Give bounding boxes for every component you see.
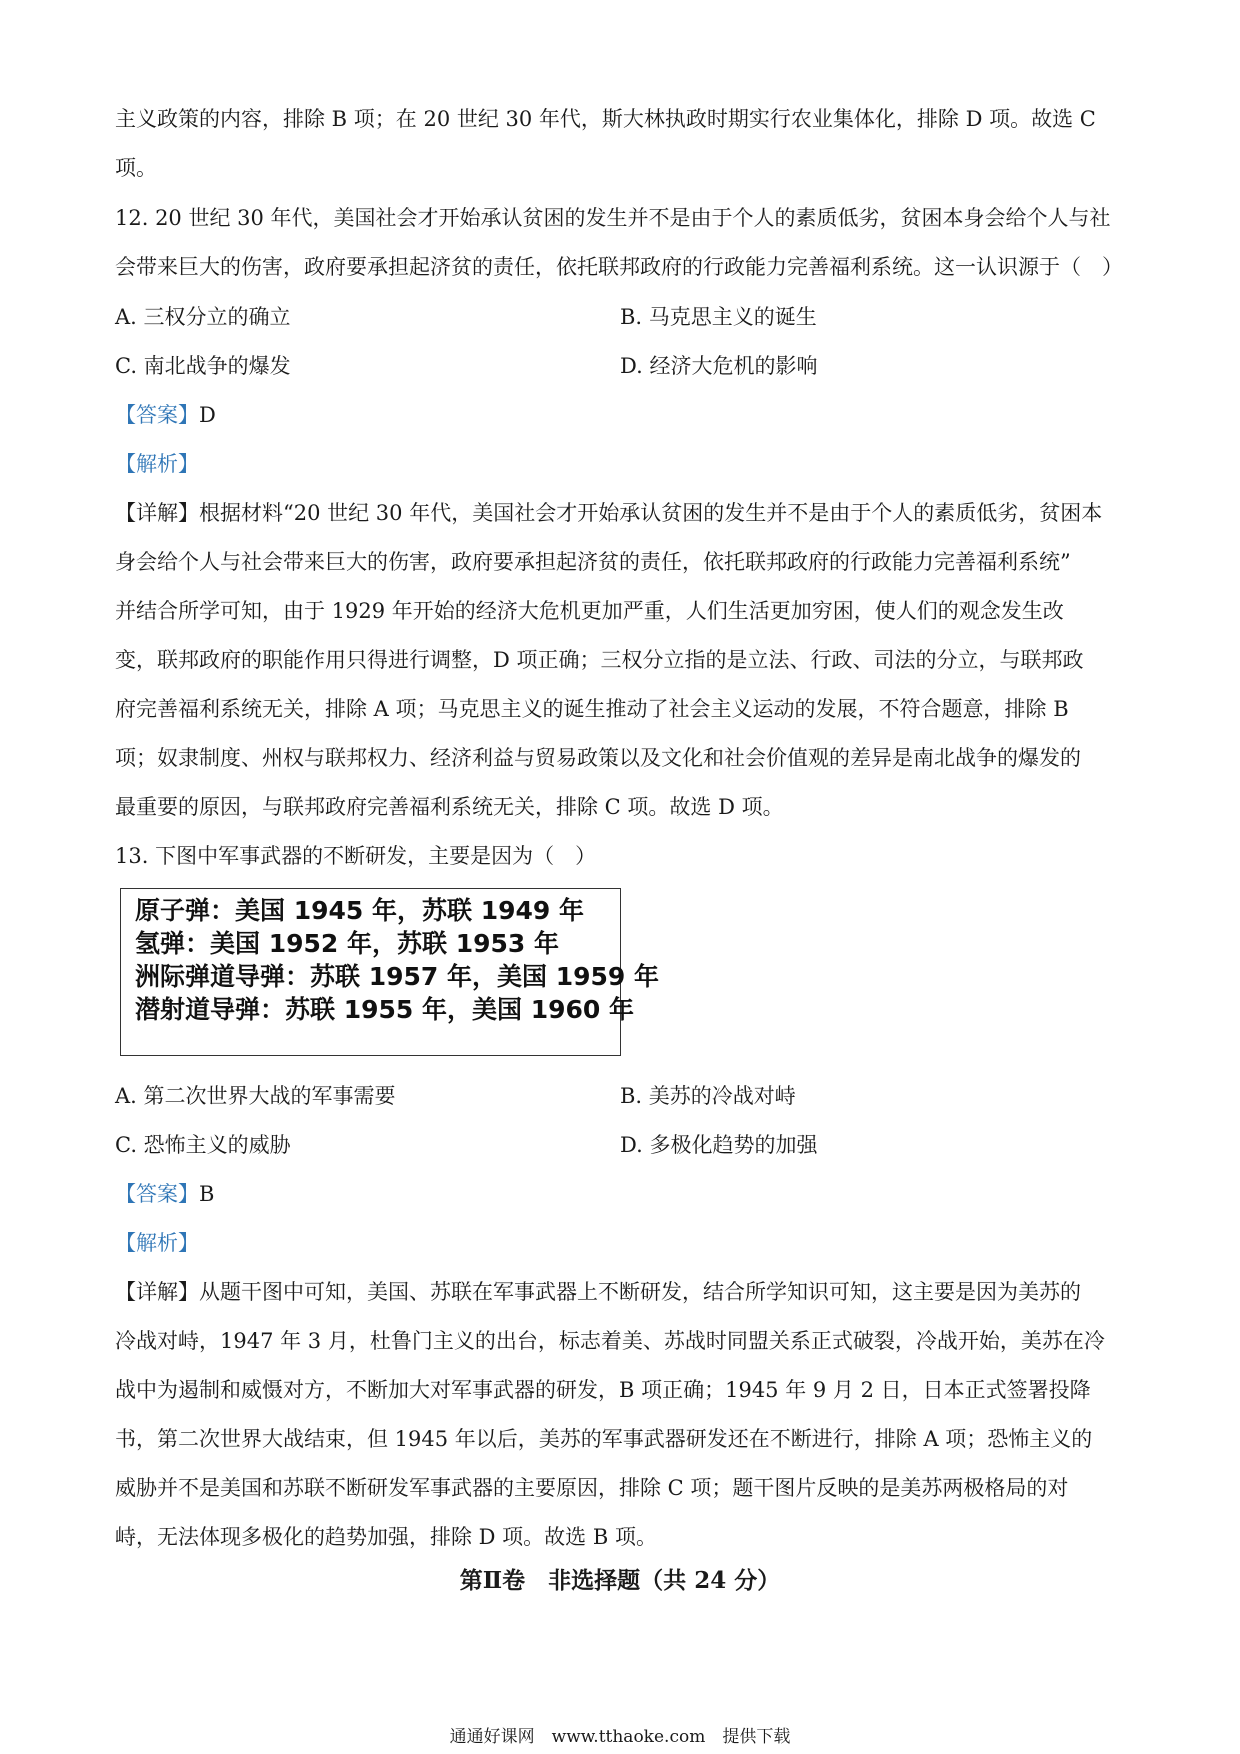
detail-text: 峙，无法体现多极化的趋势加强，排除 D 项。故选 B 项。 — [115, 1525, 657, 1549]
question-13-option-b: B. 美苏的冷战对峙 — [620, 1084, 796, 1108]
question-12-detail — [115, 498, 1125, 528]
prev-answer-text: 项。 — [115, 156, 157, 180]
detail-text: 书，第二次世界大战结束，但 1945 年以后，美苏的军事武器研发还在不断进行，排除 A 项；恐怖主义的 — [115, 1427, 1093, 1451]
question-12-stem: 12. 20 世纪 30 年代，美国社会才开始承认贫困的发生并不是由于个人的素质低劣，贫困本身会给个人与社 — [115, 206, 1111, 230]
detail-text: 变，联邦政府的职能作用只得进行调整，D 项正确；三权分立指的是立法、行政、司法的分立，与联邦政 — [115, 648, 1084, 672]
detail-text: 最重要的原因，与联邦政府完善福利系统无关，排除 C 项。故选 D 项。 — [115, 795, 784, 819]
detail-tag: 【详解】 — [115, 501, 199, 525]
question-12-option-c: C. 南北战争的爆发 — [115, 354, 291, 378]
question-12-option-a: A. 三权分立的确立 — [115, 305, 291, 329]
answer-value: D — [199, 403, 216, 427]
detail-text: 府完善福利系统无关，排除 A 项；马克思主义的诞生推动了社会主义运动的发展，不符合题意，排除 B — [115, 697, 1069, 721]
prev-answer-text: 主义政策的内容，排除 B 项；在 20 世纪 30 年代，斯大林执政时期实行农业集体化，排除 D 项。故选 C — [115, 107, 1096, 131]
question-12-answer — [115, 400, 1125, 430]
analysis-tag: 【解析】 — [115, 452, 199, 476]
weapons-box-line: 潜射道导弹：苏联 1955 年，美国 1960 年 — [135, 995, 634, 1024]
weapons-box-line: 氢弹：美国 1952 年，苏联 1953 年 — [135, 929, 559, 958]
weapons-box-line: 原子弹：美国 1945 年，苏联 1949 年 — [135, 896, 584, 925]
analysis-tag: 【解析】 — [115, 1231, 199, 1255]
question-13-stem: 13. 下图中军事武器的不断研发，主要是因为（ ） — [115, 844, 597, 868]
question-13-option-a: A. 第二次世界大战的军事需要 — [115, 1084, 396, 1108]
weapons-box-line: 洲际弹道导弹：苏联 1957 年，美国 1959 年 — [135, 962, 659, 991]
detail-text: 战中为遏制和威慑对方，不断加大对军事武器的研发，B 项正确；1945 年 9 月 2 日，日本正式签署投降 — [115, 1378, 1091, 1402]
detail-text: 从题干图中可知，美国、苏联在军事武器上不断研发，结合所学知识可知，这主要是因为美苏的 — [199, 1280, 1081, 1304]
question-13-answer — [115, 1179, 1125, 1209]
detail-text: 冷战对峙，1947 年 3 月，杜鲁门主义的出台，标志着美、苏战时同盟关系正式破裂，冷战开始，美苏在冷 — [115, 1329, 1105, 1353]
detail-text: 身会给个人与社会带来巨大的伤害，政府要承担起济贫的责任，依托联邦政府的行政能力完善福利系统” — [115, 550, 1071, 574]
footer-source: 通通好课网 www.tthaoke.com 提供下载 — [449, 1727, 791, 1747]
question-13-option-d: D. 多极化趋势的加强 — [620, 1133, 818, 1157]
question-12-option-d: D. 经济大危机的影响 — [620, 354, 818, 378]
detail-text: 项；奴隶制度、州权与联邦权力、经济利益与贸易政策以及文化和社会价值观的差异是南北战争的爆发的 — [115, 746, 1081, 770]
detail-text: 威胁并不是美国和苏联不断研发军事武器的主要原因，排除 C 项；题干图片反映的是美苏两极格局的对 — [115, 1476, 1069, 1500]
answer-tag: 【答案】 — [115, 1182, 199, 1206]
question-12-option-b: B. 马克思主义的诞生 — [620, 305, 817, 329]
answer-tag: 【答案】 — [115, 403, 199, 427]
detail-text: 并结合所学可知，由于 1929 年开始的经济大危机更加严重，人们生活更加穷困，使人们的观念发生改 — [115, 599, 1064, 623]
question-13-detail — [115, 1277, 1125, 1307]
question-13-option-c: C. 恐怖主义的威胁 — [115, 1133, 291, 1157]
detail-text: 根据材料“20 世纪 30 年代，美国社会才开始承认贫困的发生并不是由于个人的素质低劣，贫困本 — [199, 501, 1103, 525]
answer-value: B — [199, 1182, 215, 1206]
section-title: 第Ⅱ卷 非选择题（共 24 分） — [459, 1567, 781, 1594]
question-12-stem: 会带来巨大的伤害，政府要承担起济贫的责任，依托联邦政府的行政能力完善福利系统。这一认识源于（ ） — [115, 255, 1123, 279]
detail-tag: 【详解】 — [115, 1280, 199, 1304]
